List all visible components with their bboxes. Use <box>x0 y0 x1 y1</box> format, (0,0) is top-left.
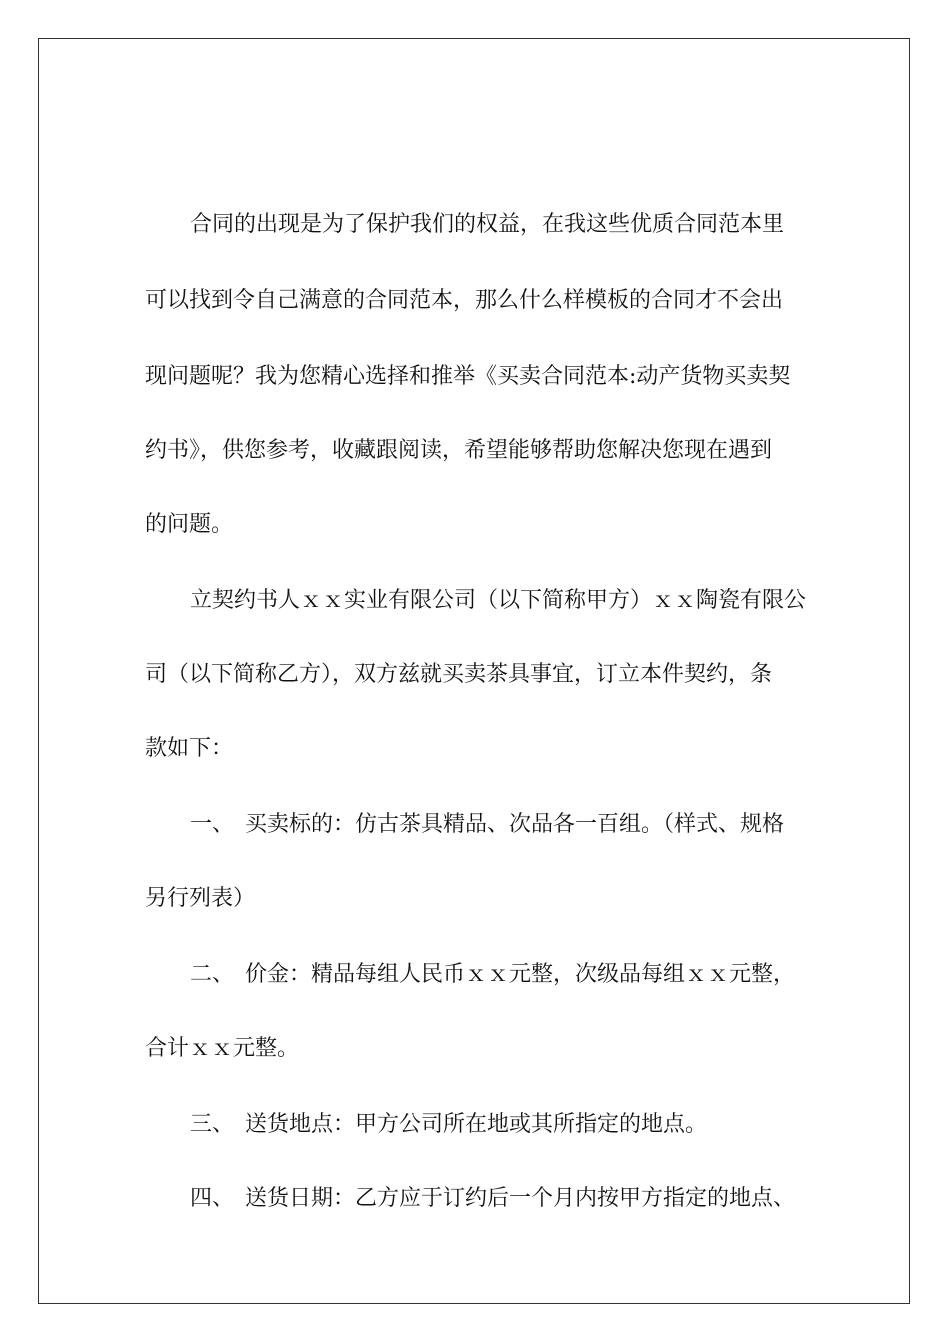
clause-line: 四、 送货日期：乙方应于订约后一个月内按甲方指定的地点、 <box>190 1186 796 1211</box>
paragraph-line: 司（以下简称乙方），双方兹就买卖茶具事宜，订立本件契约，条 <box>145 662 773 687</box>
clause-line: 合计ｘｘ元整。 <box>145 1036 300 1061</box>
clause-line: 三、 送货地点：甲方公司所在地或其所指定的地点。 <box>190 1112 708 1137</box>
clause-line: 另行列表） <box>145 886 256 911</box>
paragraph-line: 的问题。 <box>145 512 234 537</box>
paragraph-line: 款如下： <box>145 736 234 761</box>
paragraph-line: 合同的出现是为了保护我们的权益，在我这些优质合同范本里 <box>190 212 785 237</box>
paragraph-line: 可以找到令自己满意的合同范本，那么什么样模板的合同才不会出 <box>145 288 784 313</box>
paragraph-line: 约书》，供您参考，收藏跟阅读，希望能够帮助您解决您现在遇到 <box>145 438 773 463</box>
paragraph-line: 现问题呢？我为您精心选择和推举《买卖合同范本:动产货物买卖契 <box>145 364 791 389</box>
clause-line: 一、 买卖标的：仿古茶具精品、次品各一百组。（样式、规格 <box>190 812 785 837</box>
paragraph-line: 立契约书人ｘｘ实业有限公司（以下简称甲方）ｘｘ陶瓷有限公 <box>190 588 807 613</box>
clause-line: 二、 价金：精品每组人民币ｘｘ元整，次级品每组ｘｘ元整， <box>190 962 796 987</box>
